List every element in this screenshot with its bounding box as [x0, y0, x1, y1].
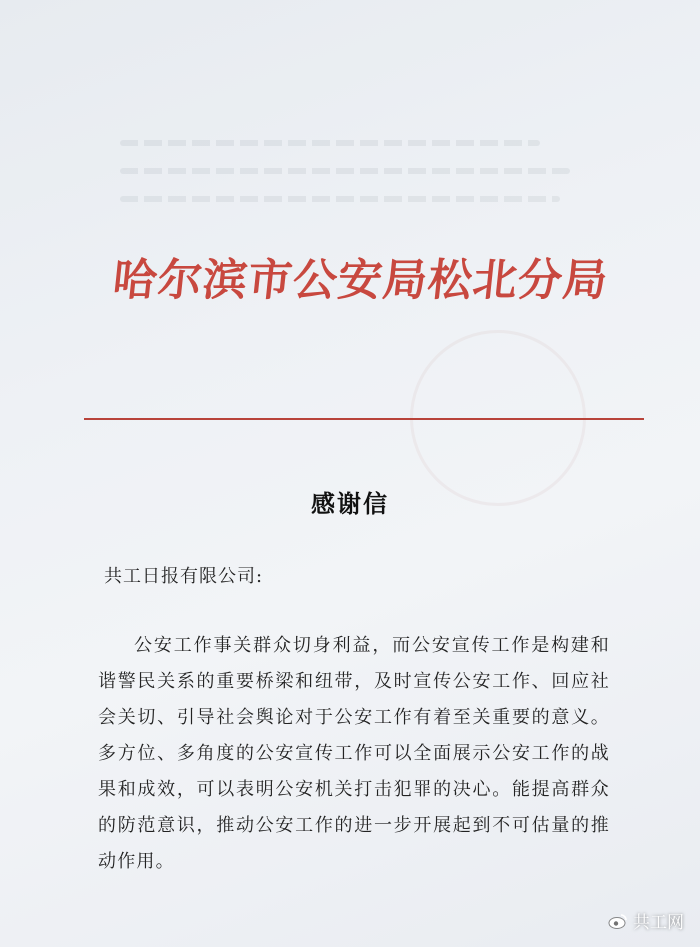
letterhead-organization: 哈尔滨市公安局松北分局: [110, 255, 611, 306]
document-title: 感谢信: [311, 489, 389, 518]
salutation: 共工日报有限公司:: [104, 566, 264, 587]
watermark-text: 共工网: [633, 913, 684, 933]
body-paragraph: 公安工作事关群众切身利益，而公安宣传工作是构建和谐警民关系的重要桥梁和纽带，及时宣传公安工作、回应社会关切、引导社会舆论对于公安工作有着至关重要的意义。多方位、多角度的公安宣传工作可以全面展示公安工作的战果和成效，可以表明公安机关打击犯罪的决心。能提高群众的防范意识，推动公安工作的进一步开展起到不可估量的推动作用。: [98, 635, 610, 872]
watermark: [608, 908, 684, 933]
letterhead-divider: [84, 418, 644, 420]
weibo-icon: [608, 913, 628, 929]
show-through-text: [120, 140, 590, 230]
